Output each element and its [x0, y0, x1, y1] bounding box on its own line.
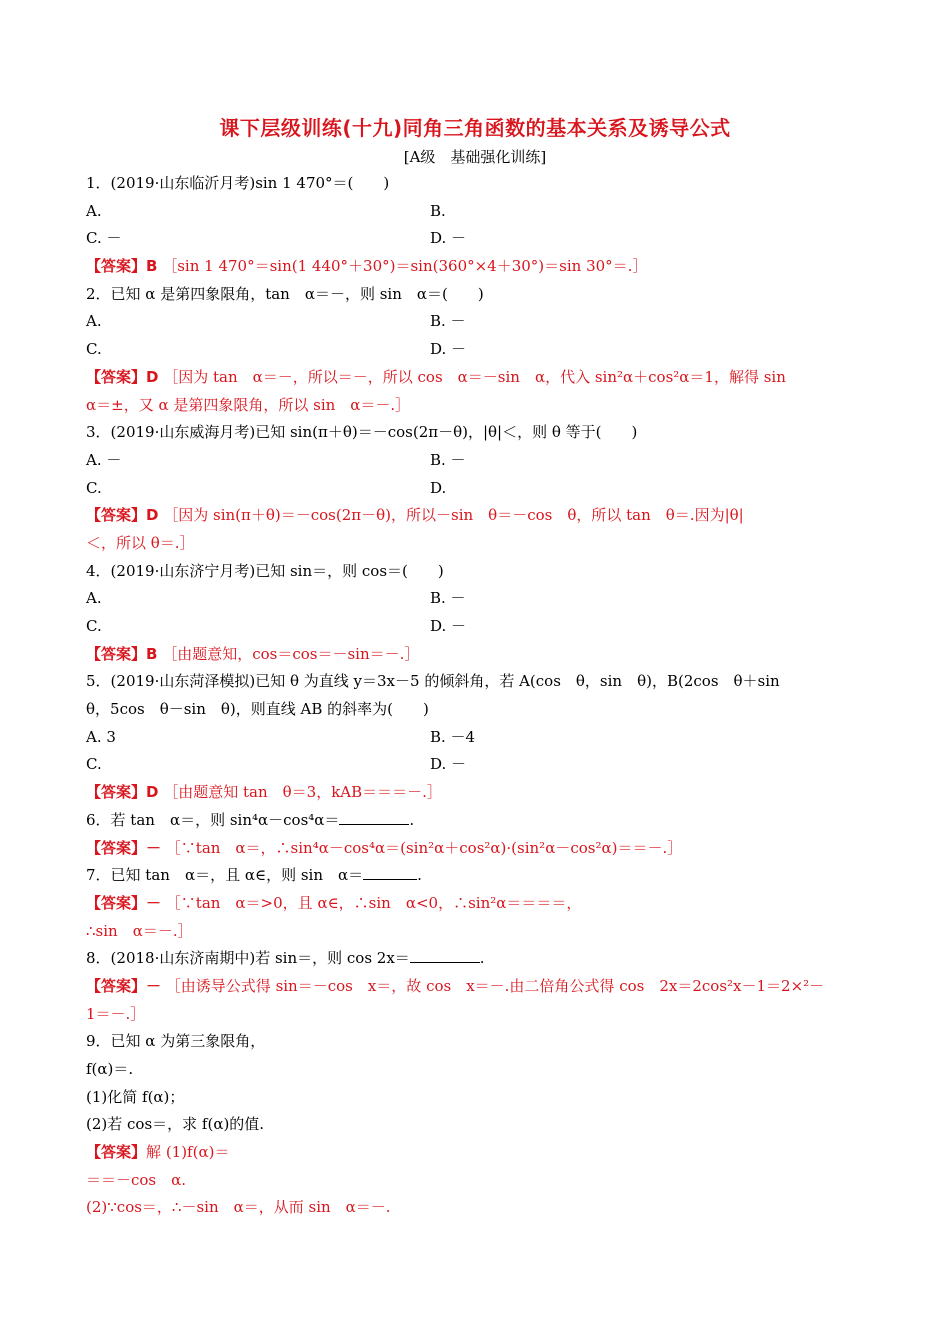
question-9-part-2: (2)若 cos＝，求 f(α)的值.: [86, 1115, 265, 1134]
option-d: D. －: [430, 755, 467, 774]
question-9-stem: 9．已知 α 为第三象限角，: [86, 1032, 266, 1051]
answer-tag: 【答案】D: [86, 367, 159, 386]
option-b: B. －4: [430, 727, 476, 746]
option-c: C. －: [86, 229, 122, 248]
stem-text: 7．已知 tan α＝，且 α∈，则 sin α＝: [86, 866, 364, 885]
option-b: B. －: [430, 450, 466, 469]
answer-tag: 【答案】: [86, 1143, 147, 1162]
answer-blank: [410, 947, 480, 963]
answer-text: ［∵tan α＝，∴sin⁴α－cos⁴α＝(sin²α＋cos²α)·(sin²α－cos²α)＝＝－.］: [165, 838, 683, 857]
option-b: B. －: [430, 312, 466, 331]
question-1-stem: 1．(2019·山东临沂月考)sin 1 470°＝( ): [86, 174, 390, 192]
answer-word: 解: [146, 1143, 162, 1162]
question-7-answer: [86, 890, 866, 918]
question-9-answer: [86, 1139, 866, 1167]
option-d: D. －: [430, 617, 467, 635]
option-d: D. －: [430, 229, 467, 248]
question-6-stem: [86, 807, 866, 835]
question-8-answer-cont: 1＝－.］: [86, 1004, 146, 1023]
stem-text: 8．(2018·山东济南期中)若 sin＝，则 cos 2x＝: [86, 949, 410, 968]
option-b: B. －: [430, 589, 466, 608]
option-a: A. 3: [86, 727, 116, 746]
question-1-options-ab: [86, 198, 866, 226]
option-d: D. －: [430, 340, 467, 359]
question-5-options-cd: [86, 751, 866, 779]
answer-text: ［由诱导公式得 sin＝－cos x＝，故 cos x＝－.由二倍角公式得 cos 2x＝2cos²x－1＝2×²－: [165, 976, 825, 995]
option-a: A. －: [86, 450, 122, 469]
question-2-answer-cont: α＝±，又 α 是第四象限角，所以 sin α＝－.］: [86, 395, 411, 414]
question-1-options-cd: [86, 225, 866, 253]
question-3-answer-cont: ＜，所以 θ＝.］: [86, 533, 195, 552]
answer-tag: 【答案】－: [86, 893, 162, 912]
answer-tag: 【答案】－: [86, 838, 162, 857]
answer-text: ［∵tan α＝>0，且 α∈，∴sin α<0，∴sin²α＝＝＝＝，: [165, 893, 582, 912]
option-c: C.: [86, 755, 102, 774]
stem-end: .: [409, 810, 415, 829]
question-9-answer-cont: ＝＝－cos α.: [86, 1170, 187, 1189]
answer-tag: 【答案】D: [86, 506, 159, 525]
question-3-options-cd: [86, 475, 866, 503]
page-title: 课下层级训练(十九)同角三角函数的基本关系及诱导公式: [219, 116, 731, 140]
option-d: D.: [430, 478, 447, 497]
question-7-answer-cont: ∴sin α＝－.］: [86, 921, 193, 940]
stem-end: .: [417, 866, 422, 885]
answer-text: ［因为 tan α＝－，所以＝－，所以 cos α＝－sin α，代入 sin²α＋cos²α＝1，解得 sin: [163, 367, 786, 386]
question-3-options-ab: [86, 447, 866, 475]
question-5-answer: [86, 779, 866, 807]
option-c: C.: [86, 478, 102, 497]
answer-text: (1)f(α)＝: [165, 1143, 230, 1162]
question-2-answer: [86, 364, 866, 392]
option-c: C.: [86, 340, 102, 359]
question-list: [86, 170, 866, 1222]
question-6-answer: [86, 835, 866, 863]
question-1-answer: [86, 253, 866, 281]
answer-tag: 【答案】B: [86, 257, 158, 276]
option-c: C.: [86, 617, 102, 635]
stem-text: 6．若 tan α＝，则 sin⁴α－cos⁴α＝: [86, 810, 340, 829]
question-8-answer: [86, 973, 866, 1001]
option-a: A.: [86, 589, 102, 608]
answer-tag: 【答案】D: [86, 783, 159, 802]
question-9-part-1: (1)化简 f(α)；: [86, 1087, 185, 1106]
question-9-function: f(α)＝.: [86, 1060, 134, 1078]
question-5-stem-cont: θ，5cos θ－sin θ)，则直线 AB 的斜率为( ): [86, 700, 429, 719]
option-b: B.: [430, 201, 446, 220]
answer-tag: 【答案】－: [86, 976, 162, 995]
answer-blank: [363, 864, 417, 880]
option-a: A.: [86, 201, 102, 220]
stem-end: .: [479, 949, 485, 968]
answer-text: ［由题意知，cos＝cos＝－sin＝－.］: [162, 644, 420, 663]
question-3-stem: 3．(2019·山东威海月考)已知 sin(π＋θ)＝－cos(2π－θ)，|θ|＜，则 θ 等于( ): [86, 423, 638, 442]
question-8-stem: [86, 945, 866, 973]
answer-text: ［因为 sin(π＋θ)＝－cos(2π－θ)，所以－sin θ＝－cos θ，所以 tan θ＝.因为|θ|: [163, 506, 744, 525]
question-4-options-ab: [86, 585, 866, 613]
question-4-options-cd: [86, 613, 866, 641]
question-3-answer: [86, 502, 866, 530]
question-5-stem: 5．(2019·山东菏泽模拟)已知 θ 为直线 y＝3x－5 的倾斜角，若 A(cos θ，sin θ)，B(2cos θ＋sin: [86, 672, 780, 691]
question-9-answer-part-2: (2)∵cos＝，∴－sin α＝，从而 sin α＝－.: [86, 1198, 391, 1217]
question-5-options-ab: [86, 724, 866, 752]
option-a: A.: [86, 312, 102, 331]
answer-text: ［由题意知 tan θ＝3，kAB＝＝＝－.］: [163, 783, 442, 802]
question-2-stem: 2．已知 α 是第四象限角，tan α＝－，则 sin α＝( ): [86, 284, 484, 303]
answer-blank: [339, 809, 409, 825]
answer-text: ［sin 1 470°＝sin(1 440°＋30°)＝sin(360°×4＋30°)＝sin 30°＝.］: [162, 257, 648, 276]
answer-tag: 【答案】B: [86, 644, 158, 663]
question-2-options-ab: [86, 308, 866, 336]
section-subtitle: [A级 基础强化训练]: [403, 148, 547, 166]
question-7-stem: [86, 862, 866, 890]
question-4-answer: [86, 641, 866, 669]
question-4-stem: 4．(2019·山东济宁月考)已知 sin＝，则 cos＝( ): [86, 561, 444, 580]
question-2-options-cd: [86, 336, 866, 364]
